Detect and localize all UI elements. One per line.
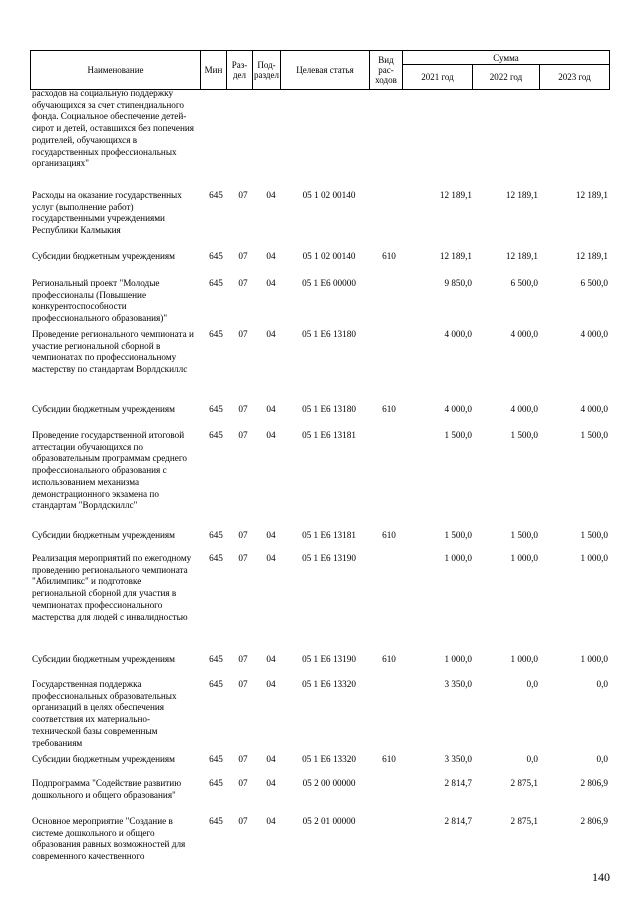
- cell-name: Субсидии бюджетным учреждениям: [32, 754, 175, 764]
- cell-vid: 610: [382, 251, 396, 261]
- cell-v3: 1 000,0: [580, 553, 608, 563]
- cell-cst: 05 1 E6 13190: [302, 553, 356, 563]
- cell-v2: 4 000,0: [510, 404, 538, 414]
- cell-v3: 12 189,1: [575, 251, 608, 261]
- cell-razd: 07: [238, 278, 248, 288]
- cell-v1: 4 000,0: [444, 329, 472, 339]
- cell-min: 645: [209, 754, 223, 764]
- cell-v1: 1 000,0: [444, 654, 472, 664]
- cell-min: 645: [209, 530, 223, 540]
- cell-podr: 04: [266, 430, 276, 440]
- cell-razd: 07: [238, 816, 248, 826]
- cell-podr: 04: [266, 190, 276, 200]
- cell-name: Проведение регионального чемпионата и участие региональной сборной в чемпионатах по профессиональному мастерству по стандартам Ворлдскиллс: [32, 329, 194, 375]
- cell-min: 645: [209, 679, 223, 689]
- cell-min: 645: [209, 404, 223, 414]
- cell-razd: 07: [238, 530, 248, 540]
- table-header: [30, 50, 610, 90]
- cell-v1: 1 500,0: [444, 530, 472, 540]
- cell-v2: 12 189,1: [505, 251, 538, 261]
- header-2021: 2021 год: [402, 64, 473, 90]
- cell-cst: 05 1 E6 00000: [302, 278, 356, 288]
- cell-podr: 04: [266, 251, 276, 261]
- cell-v3: 1 500,0: [580, 530, 608, 540]
- cell-min: 645: [209, 278, 223, 288]
- cell-razd: 07: [238, 329, 248, 339]
- cell-razd: 07: [238, 190, 248, 200]
- cell-v2: 4 000,0: [510, 329, 538, 339]
- cell-name: расходов на социальную поддержку обучающихся за счет стипендиального фонда. Социальное обеспечение детей-сирот и детей, оставшихся без попечения родителей, обучающихся в государственных профессиональных организациях": [32, 88, 195, 169]
- cell-v2: 2 875,1: [510, 778, 538, 788]
- cell-podr: 04: [266, 754, 276, 764]
- cell-v3: 2 806,9: [580, 816, 608, 826]
- header-name: Наименование: [30, 50, 201, 90]
- cell-cst: 05 2 01 00000: [302, 816, 356, 826]
- cell-v3: 2 806,9: [580, 778, 608, 788]
- cell-v1: 9 850,0: [444, 278, 472, 288]
- cell-v1: 1 000,0: [444, 553, 472, 563]
- cell-podr: 04: [266, 654, 276, 664]
- cell-v2: 1 500,0: [510, 530, 538, 540]
- cell-razd: 07: [238, 679, 248, 689]
- cell-v1: 3 350,0: [444, 754, 472, 764]
- page-number: 140: [592, 870, 610, 884]
- cell-podr: 04: [266, 278, 276, 288]
- cell-v1: 3 350,0: [444, 679, 472, 689]
- cell-v1: 2 814,7: [444, 816, 472, 826]
- cell-min: 645: [209, 816, 223, 826]
- cell-v2: 1 000,0: [510, 553, 538, 563]
- cell-razd: 07: [238, 404, 248, 414]
- cell-v3: 1 500,0: [580, 430, 608, 440]
- cell-name: Субсидии бюджетным учреждениям: [32, 404, 175, 414]
- cell-razd: 07: [238, 654, 248, 664]
- cell-razd: 07: [238, 430, 248, 440]
- cell-v2: 6 500,0: [510, 278, 538, 288]
- cell-v2: 1 500,0: [510, 430, 538, 440]
- cell-v3: 12 189,1: [575, 190, 608, 200]
- cell-cst: 05 2 00 00000: [302, 778, 356, 788]
- header-vid: Вид рас-ходов: [369, 50, 403, 90]
- cell-cst: 05 1 E6 13320: [302, 679, 356, 689]
- cell-v1: 12 189,1: [439, 190, 472, 200]
- cell-min: 645: [209, 654, 223, 664]
- cell-name: Региональный проект "Молодые профессионалы (Повышение конкурентоспособности профессионального образования)": [32, 278, 168, 324]
- cell-name: Проведение государственной итоговой аттестации обучающихся по образовательным программам среднего профессионального образования с использованием механизма демонстрационного экзамена по стандартам "Ворлдскиллс": [32, 430, 187, 511]
- cell-min: 645: [209, 251, 223, 261]
- cell-name: Субсидии бюджетным учреждениям: [32, 654, 175, 664]
- cell-name: Государственная поддержка профессиональных образовательных организаций в целях обеспечения соответствия их материально-технической базы современным требованиям: [32, 679, 177, 748]
- cell-v2: 12 189,1: [505, 190, 538, 200]
- cell-v1: 4 000,0: [444, 404, 472, 414]
- header-celevaya: Целевая статья: [280, 50, 370, 90]
- cell-razd: 07: [238, 251, 248, 261]
- cell-podr: 04: [266, 778, 276, 788]
- header-podrazdel: Под-раздел: [252, 50, 281, 90]
- cell-v1: 2 814,7: [444, 778, 472, 788]
- cell-podr: 04: [266, 530, 276, 540]
- cell-v2: 0,0: [526, 679, 538, 689]
- cell-razd: 07: [238, 778, 248, 788]
- cell-podr: 04: [266, 679, 276, 689]
- cell-name: Основное мероприятие "Создание в системе дошкольного и общего образования равных возможностей для современного качественного: [32, 816, 186, 862]
- cell-v3: 6 500,0: [580, 278, 608, 288]
- cell-podr: 04: [266, 816, 276, 826]
- cell-v3: 4 000,0: [580, 329, 608, 339]
- cell-v2: 0,0: [526, 754, 538, 764]
- header-summa: Сумма: [402, 50, 610, 65]
- cell-v1: 1 500,0: [444, 430, 472, 440]
- cell-cst: 05 1 E6 13181: [302, 430, 356, 440]
- cell-v3: 0,0: [596, 754, 608, 764]
- cell-razd: 07: [238, 553, 248, 563]
- cell-name: Субсидии бюджетным учреждениям: [32, 251, 175, 261]
- cell-name: Расходы на оказание государственных услуг (выполнение работ) государственными учреждениями Республики Калмыкия: [32, 190, 182, 236]
- cell-podr: 04: [266, 553, 276, 563]
- cell-vid: 610: [382, 404, 396, 414]
- cell-vid: 610: [382, 754, 396, 764]
- cell-min: 645: [209, 329, 223, 339]
- cell-min: 645: [209, 778, 223, 788]
- cell-name: Реализация мероприятий по ежегодному проведению регионального чемпионата "Абилимпикс" и подготовке региональной сборной для участия в чемпионатах профессионального мастерства для людей с инвалидностью: [32, 553, 192, 622]
- cell-cst: 05 1 E6 13181: [302, 530, 356, 540]
- cell-v3: 0,0: [596, 679, 608, 689]
- cell-cst: 05 1 E6 13320: [302, 754, 356, 764]
- header-min: Мин: [200, 50, 227, 90]
- cell-v3: 1 000,0: [580, 654, 608, 664]
- cell-cst: 05 1 02 00140: [302, 190, 356, 200]
- cell-razd: 07: [238, 754, 248, 764]
- cell-name: Подпрограмма "Содействие развитию дошкольного и общего образования": [32, 778, 182, 800]
- cell-cst: 05 1 02 00140: [302, 251, 356, 261]
- cell-cst: 05 1 E6 13180: [302, 404, 356, 414]
- cell-cst: 05 1 E6 13180: [302, 329, 356, 339]
- cell-min: 645: [209, 430, 223, 440]
- header-2022: 2022 год: [472, 64, 540, 90]
- cell-v3: 4 000,0: [580, 404, 608, 414]
- cell-v1: 12 189,1: [439, 251, 472, 261]
- cell-min: 645: [209, 553, 223, 563]
- header-razdel: Раз-дел: [226, 50, 253, 90]
- cell-vid: 610: [382, 530, 396, 540]
- cell-podr: 04: [266, 329, 276, 339]
- cell-v2: 2 875,1: [510, 816, 538, 826]
- cell-cst: 05 1 E6 13190: [302, 654, 356, 664]
- cell-v2: 1 000,0: [510, 654, 538, 664]
- cell-min: 645: [209, 190, 223, 200]
- header-2023: 2023 год: [539, 64, 610, 90]
- cell-name: Субсидии бюджетным учреждениям: [32, 530, 175, 540]
- cell-podr: 04: [266, 404, 276, 414]
- cell-vid: 610: [382, 654, 396, 664]
